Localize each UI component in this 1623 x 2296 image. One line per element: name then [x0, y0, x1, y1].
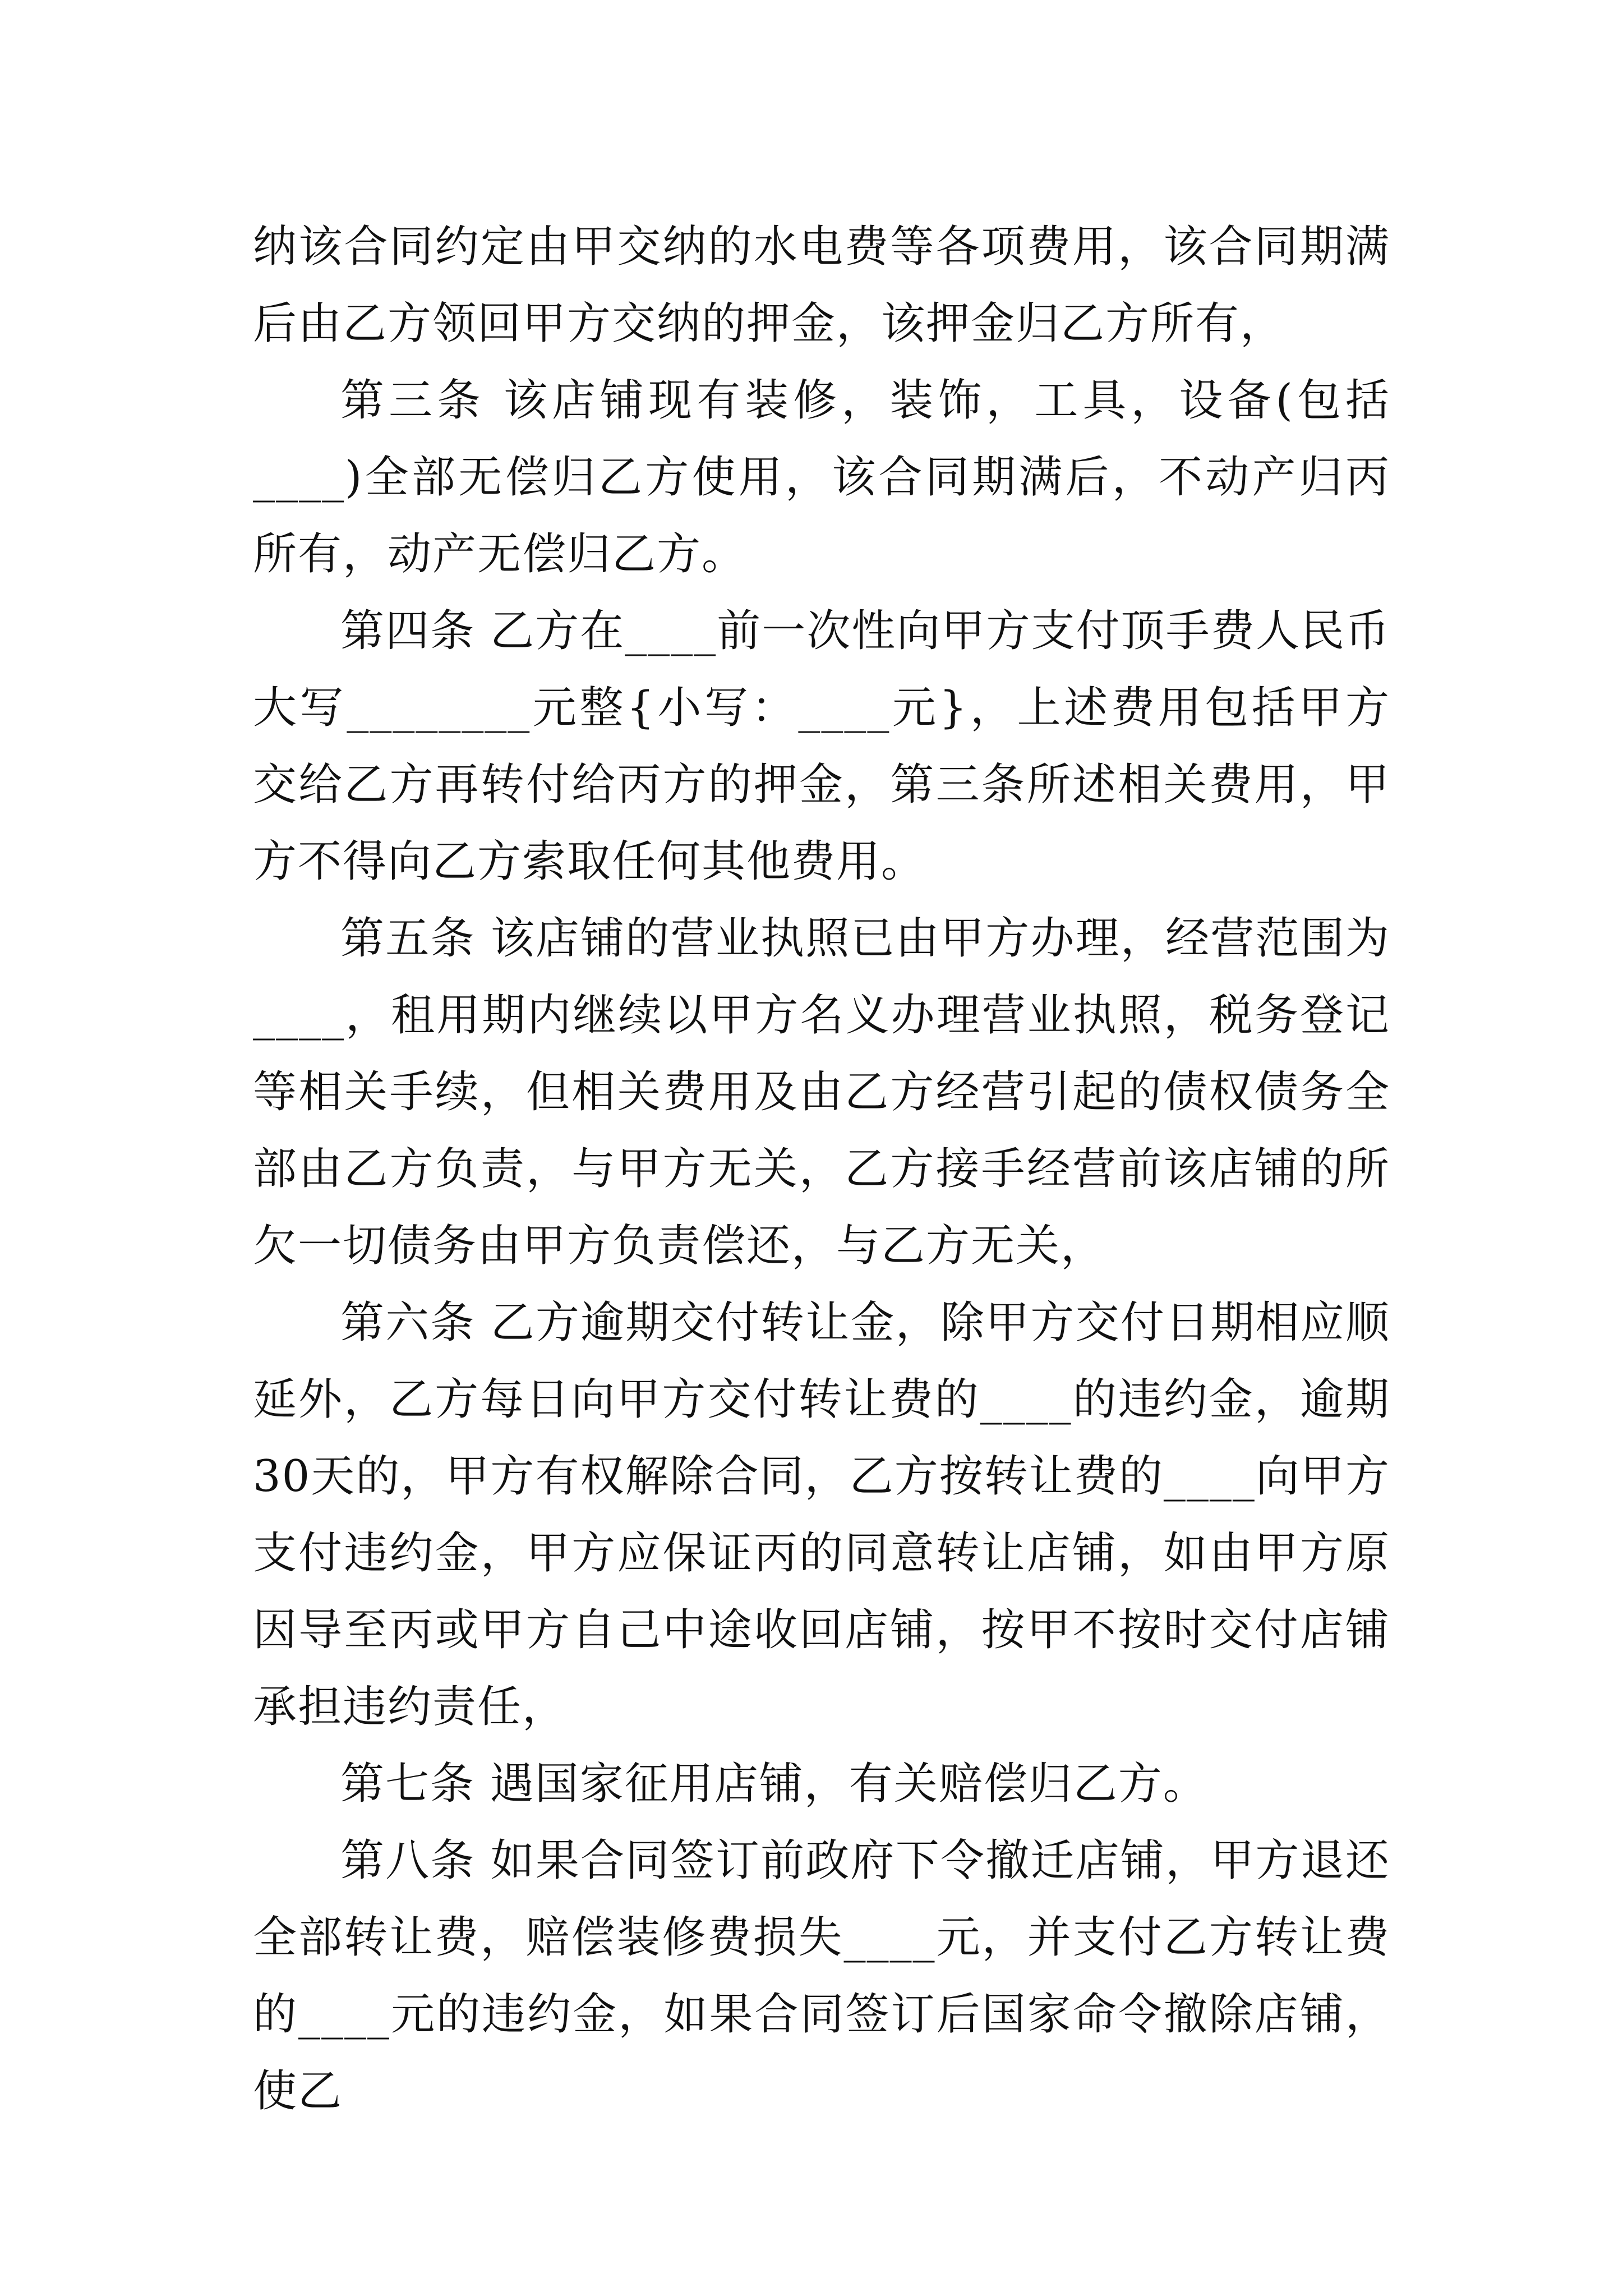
paragraph-continuation: 纳该合同约定由甲交纳的水电费等各项费用，该合同期满后由乙方领回甲方交纳的押金，该押金归乙方所有，: [253, 222, 1390, 349]
paragraph-article-4: 第四条 乙方在____前一次性向甲方支付顶手费人民币大写________元整{小写：____元}，上述费用包括甲方交给乙方再转付给丙方的押金，第三条所述相关费用，甲方不得向乙方索取任何其他费用。: [253, 606, 1390, 887]
paragraph-article-8: 第八条 如果合同签订前政府下令撤迁店铺，甲方退还全部转让费，赔偿装修费损失____元，并支付乙方转让费的____元的违约金，如果合同签订后国家命令撤除店铺，使乙: [253, 1835, 1390, 2116]
document-body: [253, 209, 1390, 2130]
paragraph-article-7: 第七条 遇国家征用店铺，有关赔偿归乙方。: [340, 1759, 1208, 1809]
paragraph-article-5: 第五条 该店铺的营业执照已由甲方办理，经营范围为____，租用期内继续以甲方名义办理营业执照，税务登记等相关手续，但相关费用及由乙方经营引起的债权债务全部由乙方负责，与甲方无关，乙方接手经营前该店铺的所欠一切债务由甲方负责偿还，与乙方无关，: [253, 913, 1390, 1271]
paragraph-article-3: 第三条 该店铺现有装修，装饰，工具，设备(包括____)全部无偿归乙方使用，该合同期满后，不动产归丙所有，动产无偿归乙方。: [253, 375, 1390, 579]
paragraph-article-6: 第六条 乙方逾期交付转让金，除甲方交付日期相应顺延外，乙方每日向甲方交付转让费的____的违约金，逾期30天的，甲方有权解除合同，乙方按转让费的____向甲方支付违约金，甲方应保证丙的同意转让店铺，如由甲方原因导至丙或甲方自己中途收回店铺，按甲不按时交付店铺承担违约责任，: [253, 1297, 1390, 1732]
